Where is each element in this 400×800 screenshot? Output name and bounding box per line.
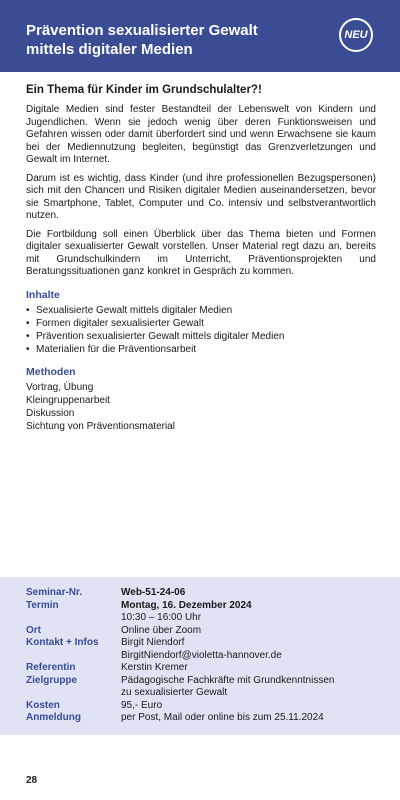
title-line-2: mittels digitaler Medien xyxy=(26,41,193,58)
list-item: • Formen digitaler sexualisierter Gewalt xyxy=(26,317,376,330)
page-number: 28 xyxy=(26,775,38,786)
info-value: 10:30 – 16:00 Uhr xyxy=(121,612,202,623)
info-label-empty xyxy=(26,687,121,700)
info-row-anmeldung xyxy=(26,712,386,725)
info-row-termin xyxy=(26,600,386,613)
info-row-kosten xyxy=(26,700,386,713)
info-value: Web-51-24-06 xyxy=(121,587,186,598)
info-row-seminar xyxy=(26,587,386,600)
info-label: Zielgruppe xyxy=(26,674,78,686)
contact-email-link[interactable]: BirgitNiendorf@violetta-hannover.de xyxy=(121,649,282,661)
info-value: per Post, Mail oder online bis zum 25.11.2024 xyxy=(121,712,324,723)
info-label: Ort xyxy=(26,624,41,636)
info-value: Kerstin Kremer xyxy=(121,662,188,673)
list-item: Diskussion xyxy=(26,407,75,419)
list-item: • Prävention sexualisierter Gewalt mittels digitaler Medien xyxy=(26,330,376,343)
info-value: zu sexualisierter Gewalt xyxy=(121,687,228,698)
info-value: 95,- Euro xyxy=(121,699,163,711)
paragraph-2: Darum ist es wichtig, dass Kinder (und ihre professionellen Bezugspersonen) sich mit den Chancen und Risiken digitaler Medien auseinandersetzen, bevor sie Smartphone, Tablet, Computer und Co. intensiv und selbstverantwortlich nutzen. xyxy=(26,172,376,221)
list-item: Vortrag, Übung xyxy=(26,381,94,393)
list-item: • Materialien für die Präventionsarbeit xyxy=(26,343,376,356)
list-item: • Sexualisierte Gewalt mittels digitaler Medien xyxy=(26,304,376,317)
methoden-heading: Methoden xyxy=(26,365,76,378)
list-item: Sichtung von Präventionsmaterial xyxy=(26,420,175,432)
info-label-empty xyxy=(26,612,121,625)
inhalte-heading: Inhalte xyxy=(26,288,60,301)
info-label: Kontakt + Infos xyxy=(26,637,99,648)
info-box xyxy=(0,577,400,735)
inhalte-list xyxy=(26,304,376,356)
info-label: Seminar-Nr. xyxy=(26,587,83,598)
info-label: Anmeldung xyxy=(26,712,81,723)
info-row-kontakt xyxy=(26,637,386,650)
info-row-zielgruppe xyxy=(26,675,386,688)
info-row-ort xyxy=(26,625,386,638)
header-banner xyxy=(0,0,400,72)
info-value: Birgit Niendorf xyxy=(121,637,185,648)
info-label: Kosten xyxy=(26,699,60,711)
paragraph-1: Digitale Medien sind fester Bestandteil der Lebenswelt von Kindern und Jugendlichen. Wenn sie jedoch wenig über deren Funktionsweisen und Gefahren wissen oder damit überfordert sind und wenn Erwachsene sie kaum bei der Mediennutzung begleiten, begünstigt das Grenzverletzungen und Gewalt im Internet. xyxy=(26,104,376,165)
list-item: Kleingruppenarbeit xyxy=(26,394,110,406)
methoden-list xyxy=(26,381,376,433)
info-value: Online über Zoom xyxy=(121,624,202,636)
info-row-termin-time xyxy=(26,612,386,625)
info-value: Montag, 16. Dezember 2024 xyxy=(121,599,252,611)
main-content xyxy=(26,84,376,433)
subtitle: Ein Thema für Kinder im Grundschulalter?! xyxy=(26,84,262,96)
info-label-empty xyxy=(26,650,121,663)
info-label: Termin xyxy=(26,599,59,611)
info-label: Referentin xyxy=(26,662,76,673)
info-table xyxy=(26,587,386,725)
page-title xyxy=(26,21,326,59)
info-row-zielgruppe-2 xyxy=(26,687,386,700)
new-badge: NEU xyxy=(339,18,373,52)
info-row-referentin xyxy=(26,662,386,675)
info-row-kontakt-email xyxy=(26,650,386,663)
info-value: Pädagogische Fachkräfte mit Grundkenntnissen xyxy=(121,674,335,686)
title-line-1: Prävention sexualisierter Gewalt xyxy=(26,22,258,39)
paragraph-3: Die Fortbildung soll einen Überblick über das Thema bieten und Formen digitaler sexualisierter Gewalt vorstellen. Unser Material regt dazu an, bereits mit Grundschulkindern im Unterricht, Präventionsprojekten und Beratungssituationen ganz konkret in Gespräch zu kommen. xyxy=(26,228,376,277)
